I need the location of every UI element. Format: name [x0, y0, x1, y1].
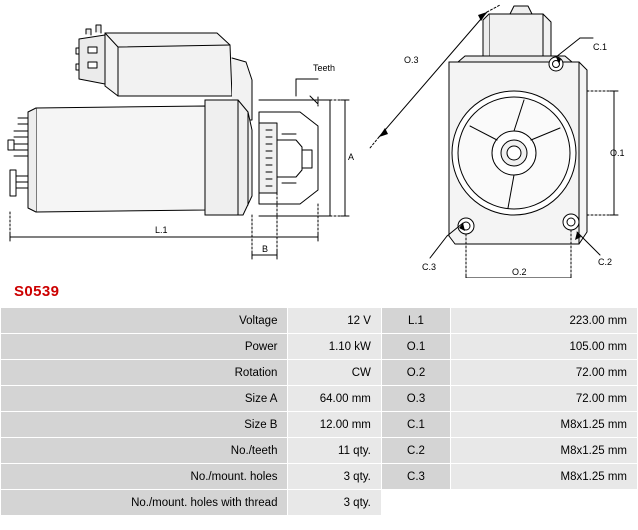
spec-label: No./mount. holes with thread [1, 490, 288, 516]
spec-code-value: M8x1.25 mm [451, 464, 638, 490]
label-c3: C.3 [422, 262, 437, 272]
label-o2: O.2 [512, 267, 527, 277]
spec-value: CW [288, 360, 381, 386]
spec-value: 64.00 mm [288, 386, 381, 412]
label-teeth: Teeth [313, 63, 336, 73]
spec-code: O.1 [381, 334, 450, 360]
spec-value: 12 V [288, 308, 381, 334]
spec-code: C.1 [381, 412, 450, 438]
spec-code: C.3 [381, 464, 450, 490]
table-row [1, 490, 638, 516]
spec-code: O.3 [381, 386, 450, 412]
spec-value: 3 qty. [288, 490, 381, 516]
spec-label: No./mount. holes [1, 464, 288, 490]
spec-code-value: 223.00 mm [451, 308, 638, 334]
spec-code-value: M8x1.25 mm [451, 438, 638, 464]
table-row [1, 386, 638, 412]
spec-code-value: M8x1.25 mm [451, 412, 638, 438]
spec-code-value: 105.00 mm [451, 334, 638, 360]
spec-value: 1.10 kW [288, 334, 381, 360]
table-row [1, 308, 638, 334]
label-o3: O.3 [404, 55, 419, 65]
spec-label: No./teeth [1, 438, 288, 464]
spec-code-value: 72.00 mm [451, 386, 638, 412]
label-l1: L.1 [155, 225, 168, 235]
spec-value: 11 qty. [288, 438, 381, 464]
spec-value: 12.00 mm [288, 412, 381, 438]
spec-code: L.1 [381, 308, 450, 334]
table-row [1, 464, 638, 490]
spec-empty-cell [451, 490, 638, 516]
table-row [1, 438, 638, 464]
spec-label: Voltage [1, 308, 288, 334]
table-row [1, 360, 638, 386]
spec-label: Power [1, 334, 288, 360]
spec-label: Size B [1, 412, 288, 438]
spec-code-value: 72.00 mm [451, 360, 638, 386]
spec-code: C.2 [381, 438, 450, 464]
label-c2: C.2 [598, 257, 613, 267]
label-size-b: B [262, 244, 269, 254]
label-c1: C.1 [593, 42, 608, 52]
table-row [1, 412, 638, 438]
label-o1: O.1 [610, 148, 625, 158]
spec-label: Rotation [1, 360, 288, 386]
spec-empty-cell [381, 490, 450, 516]
spec-code: O.2 [381, 360, 450, 386]
specifications-table [0, 307, 638, 516]
spec-label: Size A [1, 386, 288, 412]
spec-value: 3 qty. [288, 464, 381, 490]
part-number: S0539 [14, 283, 60, 300]
table-row [1, 334, 638, 360]
label-size-a: A [348, 152, 355, 162]
